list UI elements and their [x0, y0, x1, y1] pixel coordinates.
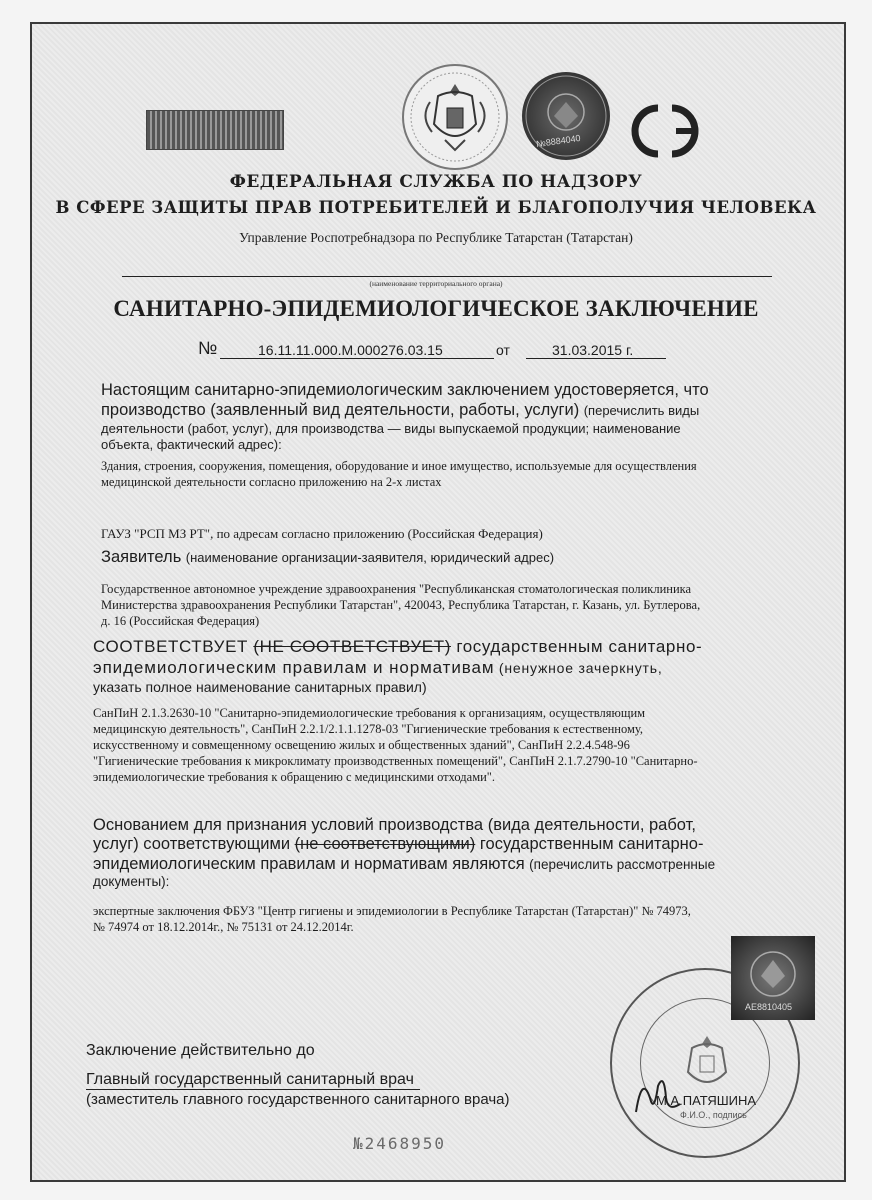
conformity-word: СООТВЕТСТВУЕТ [93, 637, 248, 656]
rules-line1: СанПиН 2.1.3.2630-10 "Санитарно-эпидемиологические требования к организациям, осуществляющим [93, 706, 646, 720]
hologram-code: №8884040 [535, 132, 582, 150]
rules-line4: "Гигиенические требования к микроклимату производственных помещений", СанПиН 2.1.7.2790-10 "Санитарно- [93, 754, 698, 768]
department-underline [122, 276, 772, 277]
rules-line5: эпидемиологические требования к обращению с медицинскими отходами". [93, 770, 496, 784]
basis-line4: документы): [93, 874, 170, 889]
conformity-line1 [93, 637, 702, 657]
signatory-deputy: (заместитель главного государственного санитарного врача) [86, 1091, 510, 1108]
number-label: № [198, 338, 218, 358]
object-description-line2: медицинской деятельности согласно приложению на 2-х листах [101, 475, 442, 489]
basis-line2-b: государственным санитарно- [479, 835, 704, 853]
agency-name-line2: В СФЕРЕ ЗАЩИТЫ ПРАВ ПОТРЕБИТЕЛЕЙ И БЛАГОПОЛУЧИЯ ЧЕЛОВЕКА [55, 198, 817, 217]
validity-label: Заключение действительно до [86, 1042, 315, 1059]
territorial-department: Управление Роспотребнадзора по Республике Татарстан (Татарстан) [239, 230, 633, 245]
basis-line2 [93, 835, 703, 854]
conformity-line3: указать полное наименование санитарных правил) [93, 679, 427, 695]
expert-line1: экспертные заключения ФБУЗ "Центр гигиены и эпидемиологии в Республике Татарстан (Татарстан)" № 74973, [93, 904, 691, 918]
hologram-strip [146, 110, 284, 150]
applicant-hint: (наименование организации-заявителя, юридический адрес) [185, 550, 555, 565]
agency-name-line1: ФЕДЕРАЛЬНАЯ СЛУЖБА ПО НАДЗОРУ [229, 172, 643, 192]
rules-line2: медицинскую деятельность", СанПиН 2.2.1/2.1.1.1278-03 "Гигиенические требования к естественному, [93, 722, 644, 736]
coat-of-arms-icon [400, 62, 510, 172]
intro-line2 [101, 400, 699, 420]
object-description-line1: Здания, строения, сооружения, помещения, оборудование и иное имущество, используемые для осуществления [101, 459, 697, 473]
signatory-name-caption: Ф.И.О., подпись [680, 1110, 747, 1120]
conformity-line2 [93, 658, 663, 678]
basis-line3-hint: (перечислить рассмотренные [529, 857, 716, 872]
signatory-title: Главный государственный санитарный врач [86, 1071, 420, 1090]
expert-line2: № 74974 от 18.12.2014г., № 75131 от 24.12.2014г. [93, 920, 354, 934]
hologram-stamp [522, 72, 610, 160]
certificate-number: 16.11.11.000.М.000276.03.15 [220, 342, 494, 359]
department-caption: (наименование территориального органа) [369, 279, 503, 288]
conformity-line2-hint: (ненужное зачеркнуть, [498, 660, 663, 676]
intro-line2-main: производство (заявленный вид деятельности, работы, услуги) [101, 401, 580, 419]
conformity-struck: (НЕ СООТВЕТСТВУЕТ) [253, 637, 451, 656]
basis-line2-a: услуг) соответствующими [93, 835, 291, 853]
facility-address: ГАУЗ "РСП МЗ РТ", по адресам согласно приложению (Российская Федерация) [101, 526, 543, 541]
rules-line3: искусственному и совмещенному освещению жилых и общественных зданий", СанПиН 2.2.4.548-96 [93, 738, 630, 752]
basis-struck: (не соответствующими) [294, 835, 476, 853]
certificate-date: 31.03.2015 г. [526, 342, 666, 359]
applicant-line3: д. 16 (Российская Федерация) [101, 614, 260, 628]
intro-line2-hint: (перечислить виды [583, 403, 700, 418]
basis-line3 [93, 855, 715, 874]
applicant-line2: Министерства здравоохранения Республики Татарстан", 420043, Республика Татарстан, г. Казань, ул. Бутлерова, [101, 598, 701, 612]
basis-line3-main: эпидемиологическим правилам и нормативам являются [93, 855, 525, 873]
intro-line4: объекта, фактический адрес): [101, 437, 282, 452]
document-title: САНИТАРНО-ЭПИДЕМИОЛОГИЧЕСКОЕ ЗАКЛЮЧЕНИЕ [113, 296, 759, 321]
conformity-rest: государственным санитарно- [456, 637, 703, 656]
signatory-name: М.А.ПАТЯШИНА [656, 1093, 757, 1108]
form-serial-number: №2468950 [353, 1134, 447, 1153]
conformity-mark-icon [628, 102, 706, 160]
conformity-line2-main: эпидемиологическим правилам и нормативам [93, 658, 495, 677]
hologram-bottom-code: АЕ8810405 [745, 1002, 793, 1012]
intro-line3: деятельности (работ, услуг), для производства — виды выпускаемой продукции; наименование [101, 421, 681, 436]
applicant-heading [101, 547, 554, 567]
applicant-line1: Государственное автономное учреждение здравоохранения "Республиканская стоматологическая поликлиника [101, 582, 692, 596]
basis-line1: Основанием для признания условий производства (вида деятельности, работ, [93, 816, 696, 834]
hologram-stamp-bottom [731, 936, 815, 1020]
date-from-label: от [496, 342, 510, 358]
intro-line1: Настоящим санитарно-эпидемиологическим заключением удостоверяется, что [101, 381, 709, 399]
applicant-label: Заявитель [101, 548, 182, 566]
